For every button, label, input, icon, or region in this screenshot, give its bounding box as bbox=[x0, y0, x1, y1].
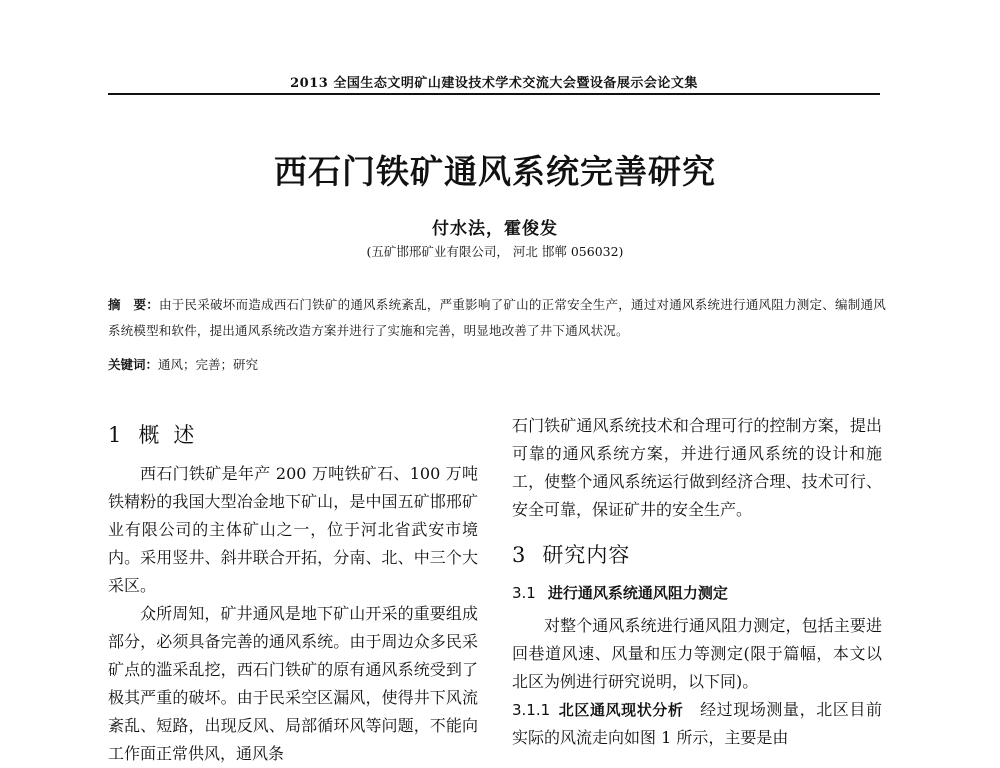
subsection-3-1-number: 3.1 bbox=[512, 584, 536, 602]
subsection-3-1-1-text: 经过现场测量，北区目前实际的风流走向如图 1 所示，主要是由 bbox=[512, 700, 882, 747]
abstract-text: 由于民采破坏而造成西石门铁矿的通风系统紊乱，严重影响了矿山的正常安全生产，通过对通风系统进行通风阻力测定、编制通风系统模型和软件，提出通风系统改造方案并进行了实施和完善，明显地改善了井下通风状况。 bbox=[108, 297, 886, 338]
section-1-paragraph-1: 西石门铁矿是年产 200 万吨铁矿石、100 万吨铁精粉的我国大型冶金地下矿山，是中国五矿邯邢矿业有限公司的主体矿山之一，位于河北省武安市境内。采用竖井、斜井联合开拓，分南、北、中三个大采区。 bbox=[108, 464, 478, 595]
subsection-3-1-1-number: 3.1.1 bbox=[512, 701, 551, 719]
section-3-title: 研究内容 bbox=[542, 543, 631, 567]
section-1-heading bbox=[108, 418, 478, 452]
left-column bbox=[108, 412, 478, 768]
subsection-3-1-1-title: 北区通风现状分析 bbox=[558, 701, 684, 719]
journal-header: 2013 全国生态文明矿山建设技术学术交流大会暨设备展示会论文集 bbox=[290, 76, 698, 91]
subsection-3-1-1-paragraph bbox=[512, 696, 882, 752]
subsection-3-1-1-heading bbox=[512, 701, 683, 719]
keywords-text: 通风；完善；研究 bbox=[158, 357, 259, 372]
abstract bbox=[108, 292, 886, 344]
subsection-3-1-paragraph: 对整个通风系统进行通风阻力测定，包括主要进回巷道风速、风量和压力等测定(限于篇幅，本文以北区为例进行研究说明，以下同)。 bbox=[512, 616, 882, 691]
section-1-paragraph-2: 众所周知，矿井通风是地下矿山开采的重要组成部分，必须具备完善的通风系统。由于周边众多民采矿点的滥采乱挖，西石门铁矿的原有通风系统受到了极其严重的破坏。由于民采空区漏风，使得井下风流紊乱、短路，出现反风、局部循环风等问题，不能向工作面正常供风，通风条 bbox=[108, 604, 478, 763]
section-3-number: 3 bbox=[512, 543, 527, 567]
abstract-label: 摘 要： bbox=[108, 297, 160, 312]
keywords-label: 关键词： bbox=[108, 357, 159, 372]
subsection-3-1-heading bbox=[512, 580, 882, 606]
header-rule bbox=[108, 93, 880, 95]
paper-title: 西石门铁矿通风系统完善研究 bbox=[274, 152, 716, 191]
subsection-3-1-title: 进行通风系统通风阻力测定 bbox=[547, 584, 728, 602]
keywords bbox=[108, 354, 886, 376]
section-2-continuation: 石门铁矿通风系统技术和合理可行的控制方案，提出可靠的通风系统方案，并进行通风系统的设计和施工，使整个通风系统运行做到经济合理、技术可行、安全可靠，保证矿井的安全生产。 bbox=[512, 416, 882, 519]
section-3-heading bbox=[512, 538, 882, 572]
paper-affiliation: (五矿邯邢矿业有限公司， 河北 邯郸 056032) bbox=[366, 244, 624, 259]
section-1-title: 概述 bbox=[138, 423, 209, 447]
paper-authors: 付水法，霍俊发 bbox=[432, 219, 558, 239]
right-column bbox=[512, 412, 882, 752]
section-1-number: 1 bbox=[108, 423, 123, 447]
